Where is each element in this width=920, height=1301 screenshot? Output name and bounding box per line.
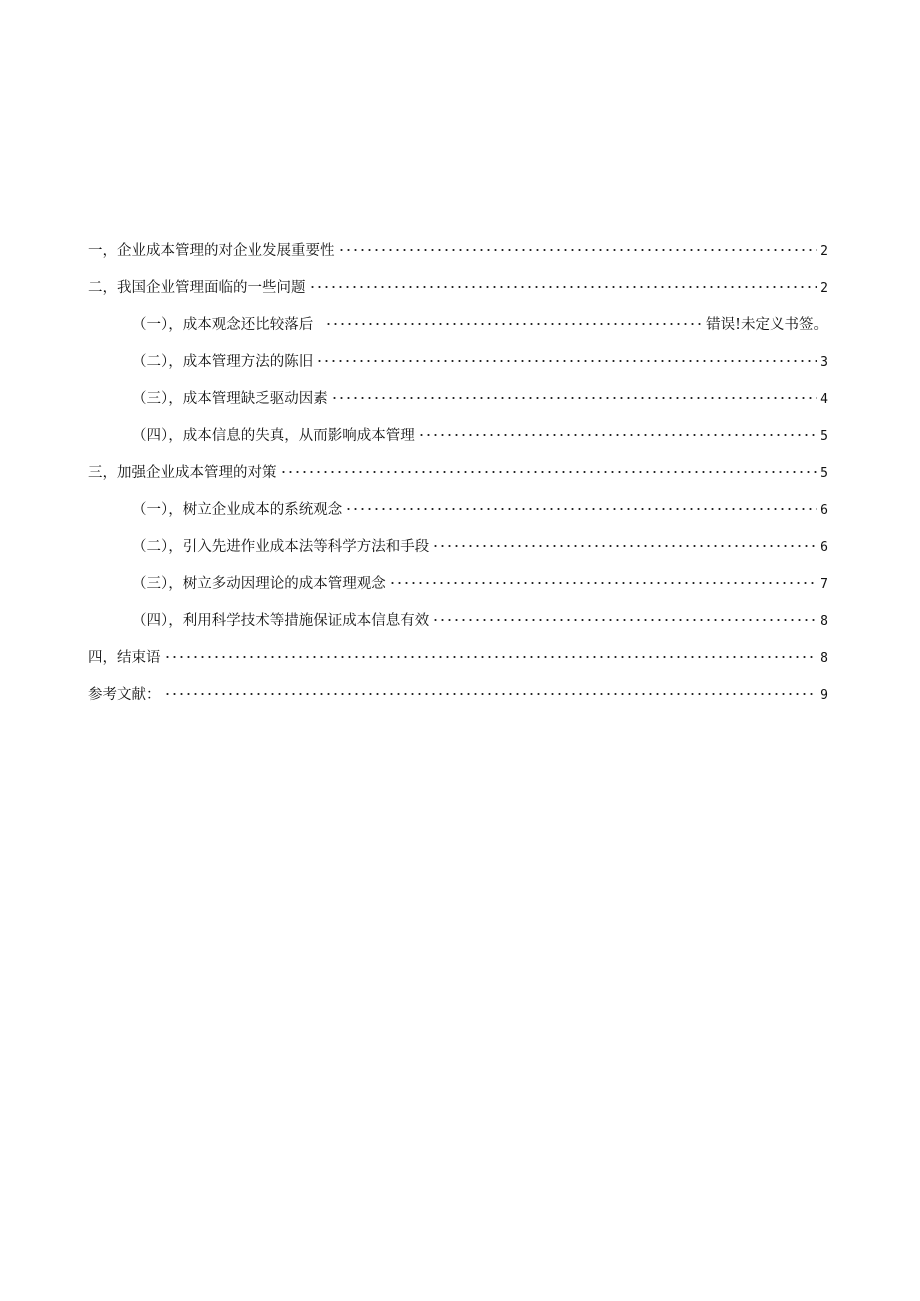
toc-dot-leader: [331, 386, 817, 400]
toc-entry-title: （二），成本管理方法的陈旧: [132, 354, 314, 370]
toc-dot-leader: [325, 312, 703, 326]
toc-entry[interactable]: [88, 499, 828, 521]
toc-entry[interactable]: [88, 425, 828, 447]
toc-dot-leader: [316, 349, 817, 363]
toc-page-number: 2: [820, 244, 828, 259]
toc-page-number: 5: [820, 466, 828, 481]
toc-entry[interactable]: [88, 684, 828, 706]
toc-entry-title: （一），树立企业成本的系统观念: [132, 502, 343, 518]
toc-page-number: 8: [820, 614, 828, 629]
toc-dot-leader: [280, 460, 818, 474]
toc-entry-title: （三），成本管理缺乏驱动因素: [132, 391, 328, 407]
toc-entry-title: （四），成本信息的失真，从而影响成本管理: [132, 428, 415, 444]
toc-entry[interactable]: [88, 462, 828, 484]
toc-entry[interactable]: [88, 388, 828, 410]
toc-entry-title: （四），利用科学技术等措施保证成本信息有效: [132, 613, 430, 629]
toc-dot-leader: [345, 497, 817, 511]
toc-dot-leader: [164, 682, 818, 696]
toc-page-number: 6: [820, 540, 828, 555]
toc-entry[interactable]: [88, 536, 828, 558]
toc-entry[interactable]: [88, 314, 828, 336]
toc-entry[interactable]: [88, 573, 828, 595]
toc-entry-title: （三），树立多动因理论的成本管理观念: [132, 576, 386, 592]
toc-page-number: 5: [820, 429, 828, 444]
toc-dot-leader: [309, 275, 818, 289]
toc-entry[interactable]: [88, 610, 828, 632]
toc-entry-title: 三，加强企业成本管理的对策: [88, 465, 277, 481]
toc-entry-title: 二，我国企业管理面临的一些问题: [88, 280, 306, 296]
toc-page-number: 3: [820, 355, 828, 370]
toc-entry-title: 参考文献：: [88, 687, 161, 703]
toc-entry[interactable]: [88, 647, 828, 669]
toc-entry[interactable]: [88, 277, 828, 299]
toc-page-number: 6: [820, 503, 828, 518]
toc-page-number: 8: [820, 651, 828, 666]
toc-entry[interactable]: [88, 351, 828, 373]
toc-entry[interactable]: [88, 240, 828, 262]
toc-page-number: 9: [820, 688, 828, 703]
toc-entry-title: 一，企业成本管理的对企业发展重要性: [88, 243, 335, 259]
toc-dot-leader: [432, 608, 817, 622]
toc-entry-title: 四，结束语: [88, 650, 161, 666]
toc-page-number: 2: [820, 281, 828, 296]
table-of-contents: [88, 240, 828, 721]
toc-dot-leader: [432, 534, 817, 548]
toc-dot-leader: [418, 423, 817, 437]
toc-dot-leader: [164, 645, 818, 659]
toc-entry-title: （二），引入先进作业成本法等科学方法和手段: [132, 539, 430, 555]
toc-entry-title: （一），成本观念还比较落后: [132, 317, 314, 333]
toc-dot-leader: [389, 571, 817, 585]
toc-dot-leader: [338, 238, 818, 252]
toc-page-number: 7: [820, 577, 828, 592]
toc-page-error-text: 错误!未定义书签。: [706, 317, 828, 333]
toc-page-number: 4: [820, 392, 828, 407]
